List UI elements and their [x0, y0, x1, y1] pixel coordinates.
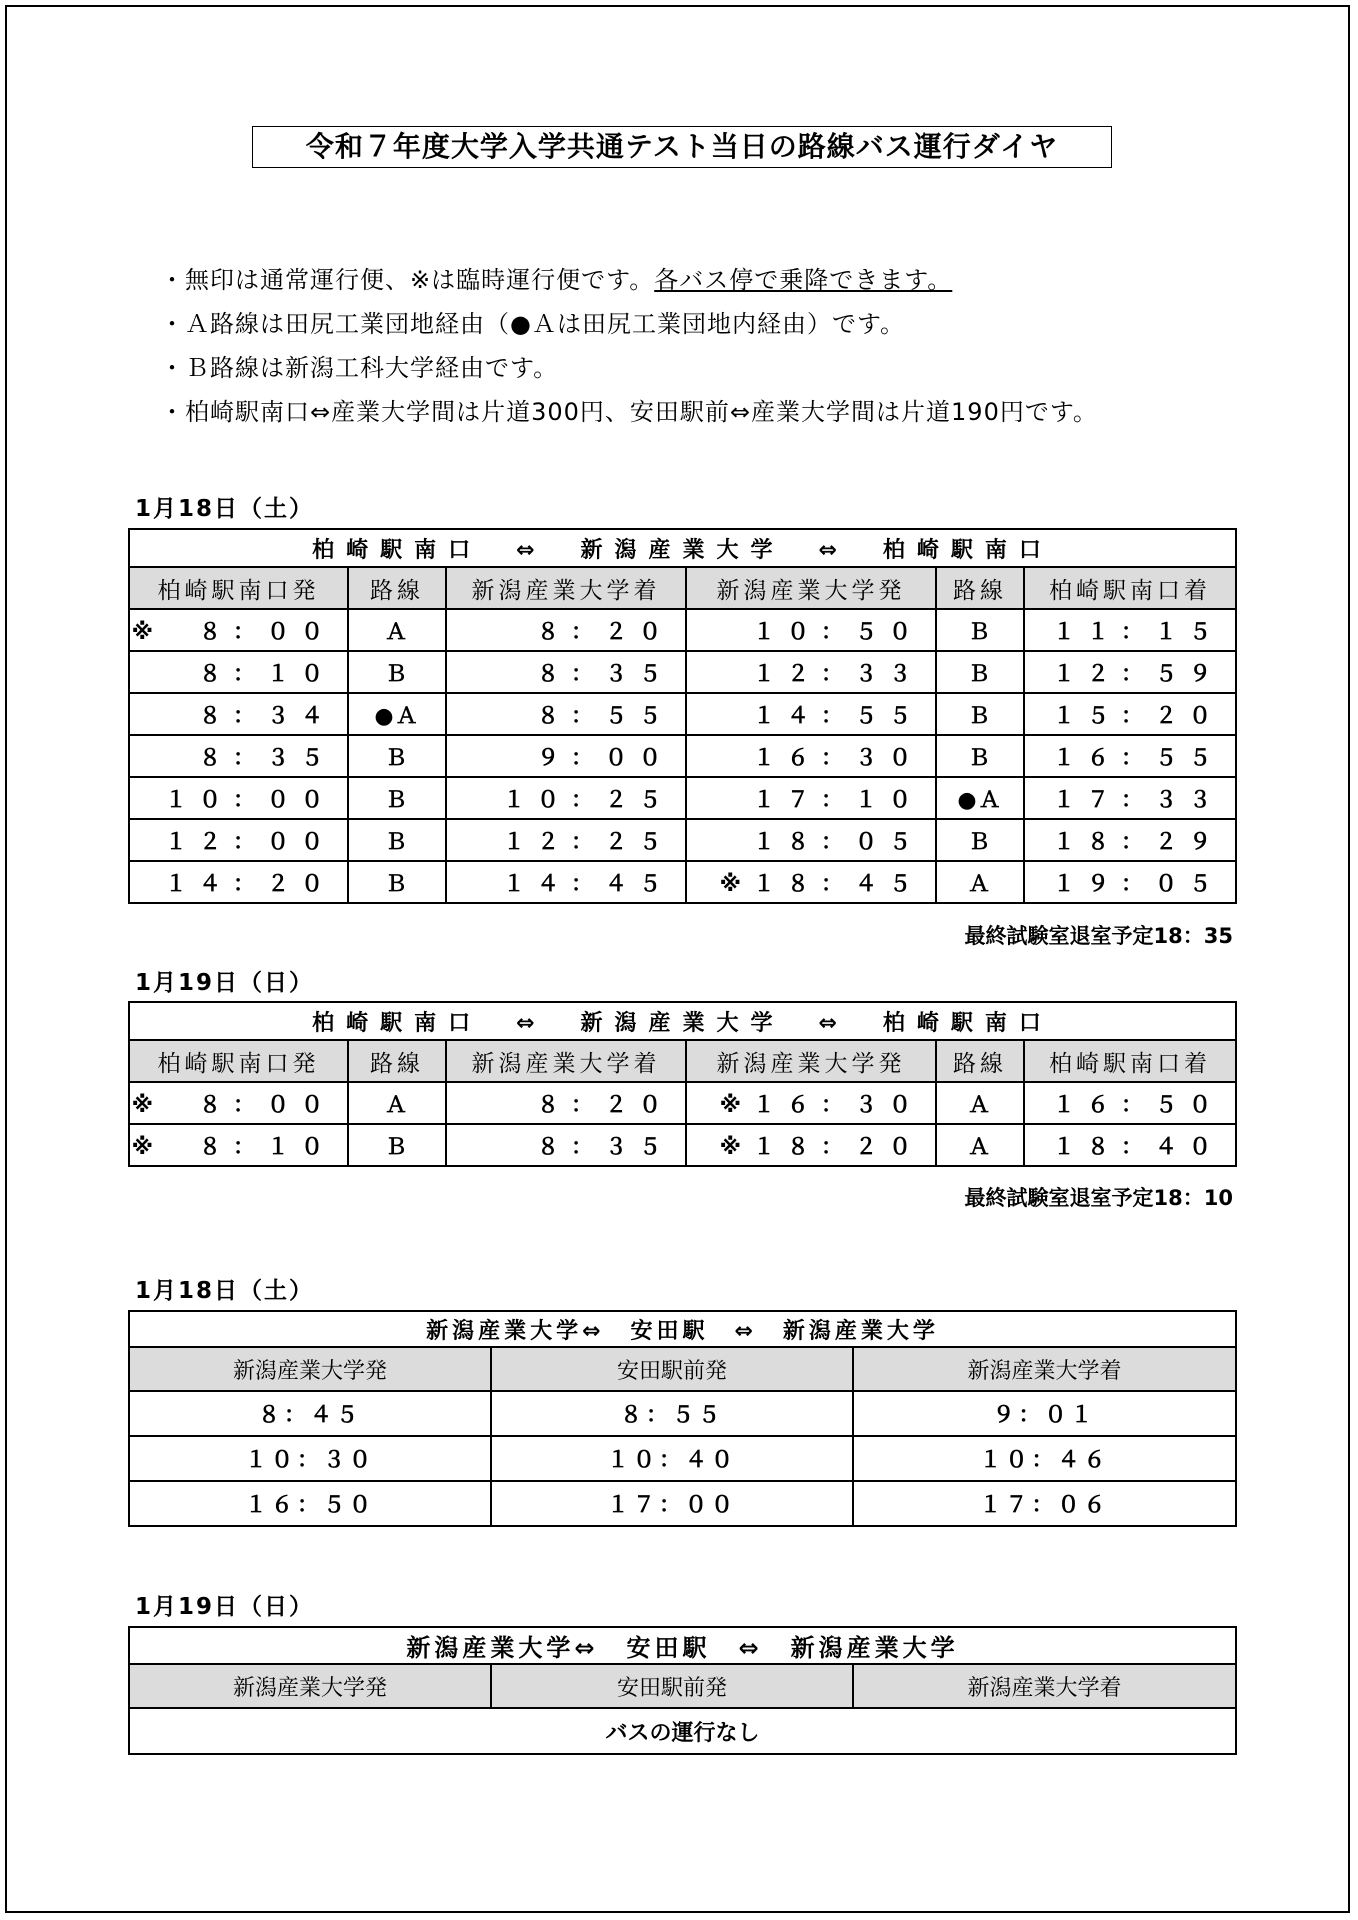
table-cell: Ｂ [348, 735, 446, 777]
column-header: 路線 [936, 1040, 1024, 1082]
table-cell: １０：５０ [686, 609, 936, 651]
table-cell: １６：５０ [129, 1481, 491, 1526]
table-cell: ８：３５ [129, 735, 348, 777]
table-cell: １７：３３ [1024, 777, 1236, 819]
route-title: 新潟産業大学⇔ 安田駅 ⇔ 新潟産業大学 [129, 1627, 1236, 1664]
table-row [129, 693, 1236, 735]
column-header: 柏崎駅南口発 [129, 1040, 348, 1082]
table-cell: １６：５５ [1024, 735, 1236, 777]
route-title: 新潟産業大学⇔ 安田駅 ⇔ 新潟産業大学 [129, 1311, 1236, 1347]
table-cell: １７：００ [491, 1481, 853, 1526]
table-cell: １２：５９ [1024, 651, 1236, 693]
table-cell: Ａ [348, 609, 446, 651]
table-cell: １７：０６ [853, 1481, 1236, 1526]
table-row [129, 1391, 1236, 1436]
table-row [129, 777, 1236, 819]
table-cell: ●Ａ [348, 693, 446, 735]
table-cell: ８：４５ [129, 1391, 491, 1436]
table-cell: １０：４０ [491, 1436, 853, 1481]
table-row [129, 1124, 1236, 1166]
table-cell: ８：１０ [129, 651, 348, 693]
table-cell: １７：１０ [686, 777, 936, 819]
column-header: 新潟産業大学着 [853, 1347, 1236, 1391]
column-header: 安田駅前発 [491, 1347, 853, 1391]
table-cell: １４：２０ [129, 861, 348, 903]
column-header-row [129, 1664, 1236, 1708]
column-header: 新潟産業大学着 [446, 1040, 686, 1082]
table-cell: ※ ８：００ [129, 1082, 348, 1124]
table-cell: １０：００ [129, 777, 348, 819]
table-cell: ９：０１ [853, 1391, 1236, 1436]
table-cell: Ｂ [348, 777, 446, 819]
table-row [129, 861, 1236, 903]
table-cell: ●Ａ [936, 777, 1024, 819]
no-service-message: バスの運行なし [129, 1708, 1236, 1754]
table-row [129, 609, 1236, 651]
yasuda-timetable-day1 [128, 1310, 1237, 1527]
note-item: ・Ａ路線は田尻工業団地経由（●Ａは田尻工業団地内経由）です。 [160, 310, 906, 338]
date-label: 1月19日（日） [135, 970, 315, 996]
table-cell: １２：３３ [686, 651, 936, 693]
table-cell: １０：３０ [129, 1436, 491, 1481]
table-cell: ８：５５ [446, 693, 686, 735]
route-header-row [129, 1311, 1236, 1347]
table-cell: ※ ８：１０ [129, 1124, 348, 1166]
table-cell: ８：２０ [446, 609, 686, 651]
column-header: 新潟産業大学発 [686, 1040, 936, 1082]
table-row [129, 735, 1236, 777]
table-row [129, 1436, 1236, 1481]
table-cell: １４：５５ [686, 693, 936, 735]
date-label: 1月18日（土） [135, 496, 315, 522]
route-title: 柏崎駅南口 ⇔ 新潟産業大学 ⇔ 柏崎駅南口 [129, 1002, 1236, 1040]
table-cell: ８：３５ [446, 651, 686, 693]
table-cell: Ａ [348, 1082, 446, 1124]
notes-list [160, 258, 1260, 434]
table-cell: １１：１５ [1024, 609, 1236, 651]
column-header-row [129, 1347, 1236, 1391]
table-row [129, 1481, 1236, 1526]
table-row [129, 1708, 1236, 1754]
table-cell: １２：００ [129, 819, 348, 861]
table-cell: ※１８：４５ [686, 861, 936, 903]
note-text: ・無印は通常運行便、※は臨時運行便です。 [160, 266, 655, 294]
column-header: 新潟産業大学発 [129, 1664, 491, 1708]
column-header: 新潟産業大学着 [853, 1664, 1236, 1708]
column-header: 新潟産業大学発 [129, 1347, 491, 1391]
column-header-row [129, 567, 1236, 609]
table-cell: Ｂ [348, 651, 446, 693]
table-row [129, 651, 1236, 693]
column-header: 柏崎駅南口着 [1024, 1040, 1236, 1082]
column-header: 安田駅前発 [491, 1664, 853, 1708]
route-header-row [129, 529, 1236, 567]
table-cell: １９：０５ [1024, 861, 1236, 903]
route-title: 柏崎駅南口 ⇔ 新潟産業大学 ⇔ 柏崎駅南口 [129, 529, 1236, 567]
date-label: 1月19日（日） [135, 1594, 315, 1620]
table-cell: Ａ [936, 1124, 1024, 1166]
table-cell: １８：０５ [686, 819, 936, 861]
date-label: 1月18日（土） [135, 1278, 315, 1304]
column-header: 柏崎駅南口発 [129, 567, 348, 609]
table-cell: ※１６：３０ [686, 1082, 936, 1124]
table-cell: １４：４５ [446, 861, 686, 903]
note-item: ・柏崎駅南口⇔産業大学間は片道300円、安田駅前⇔産業大学間は片道190円です。 [160, 398, 1098, 426]
table-cell: Ｂ [936, 651, 1024, 693]
column-header: 新潟産業大学発 [686, 567, 936, 609]
column-header: 新潟産業大学着 [446, 567, 686, 609]
table-cell: １８：４０ [1024, 1124, 1236, 1166]
kashiwazaki-timetable-day2 [128, 1001, 1237, 1167]
table-cell: ８：３４ [129, 693, 348, 735]
table-cell: ※ ８：００ [129, 609, 348, 651]
table-cell: Ｂ [936, 819, 1024, 861]
note-item: ・Ｂ路線は新潟工科大学経由です。 [160, 354, 559, 382]
table-cell: Ｂ [348, 1124, 446, 1166]
table-cell: ８：３５ [446, 1124, 686, 1166]
table-cell: Ｂ [348, 861, 446, 903]
table-cell: １０：２５ [446, 777, 686, 819]
table-cell: Ａ [936, 1082, 1024, 1124]
table-cell: １５：２０ [1024, 693, 1236, 735]
exit-time-note: 最終試験室退室予定18：35 [964, 924, 1233, 948]
table-cell: ９：００ [446, 735, 686, 777]
table-cell: Ａ [936, 861, 1024, 903]
column-header: 路線 [936, 567, 1024, 609]
column-header: 路線 [348, 1040, 446, 1082]
column-header: 路線 [348, 567, 446, 609]
table-cell: ※１８：２０ [686, 1124, 936, 1166]
table-row [129, 1082, 1236, 1124]
table-cell: Ｂ [936, 609, 1024, 651]
yasuda-timetable-day2 [128, 1626, 1237, 1755]
table-cell: １６：３０ [686, 735, 936, 777]
table-row [129, 819, 1236, 861]
table-cell: １２：２５ [446, 819, 686, 861]
column-header: 柏崎駅南口着 [1024, 567, 1236, 609]
note-underlined-text: 各バス停で乗降できます。 [654, 266, 953, 294]
note-item [160, 258, 1260, 302]
table-cell: １０：４６ [853, 1436, 1236, 1481]
table-cell: １８：２９ [1024, 819, 1236, 861]
table-cell: Ｂ [348, 819, 446, 861]
page-title: 令和７年度大学入学共通テスト当日の路線バス運行ダイヤ [252, 126, 1112, 168]
table-cell: ８：２０ [446, 1082, 686, 1124]
table-cell: １６：５０ [1024, 1082, 1236, 1124]
table-cell: Ｂ [936, 735, 1024, 777]
column-header-row [129, 1040, 1236, 1082]
exit-time-note: 最終試験室退室予定18：10 [964, 1186, 1233, 1210]
table-cell: ８：５５ [491, 1391, 853, 1436]
route-header-row [129, 1002, 1236, 1040]
route-header-row [129, 1627, 1236, 1664]
table-cell: Ｂ [936, 693, 1024, 735]
kashiwazaki-timetable-day1 [128, 528, 1237, 904]
